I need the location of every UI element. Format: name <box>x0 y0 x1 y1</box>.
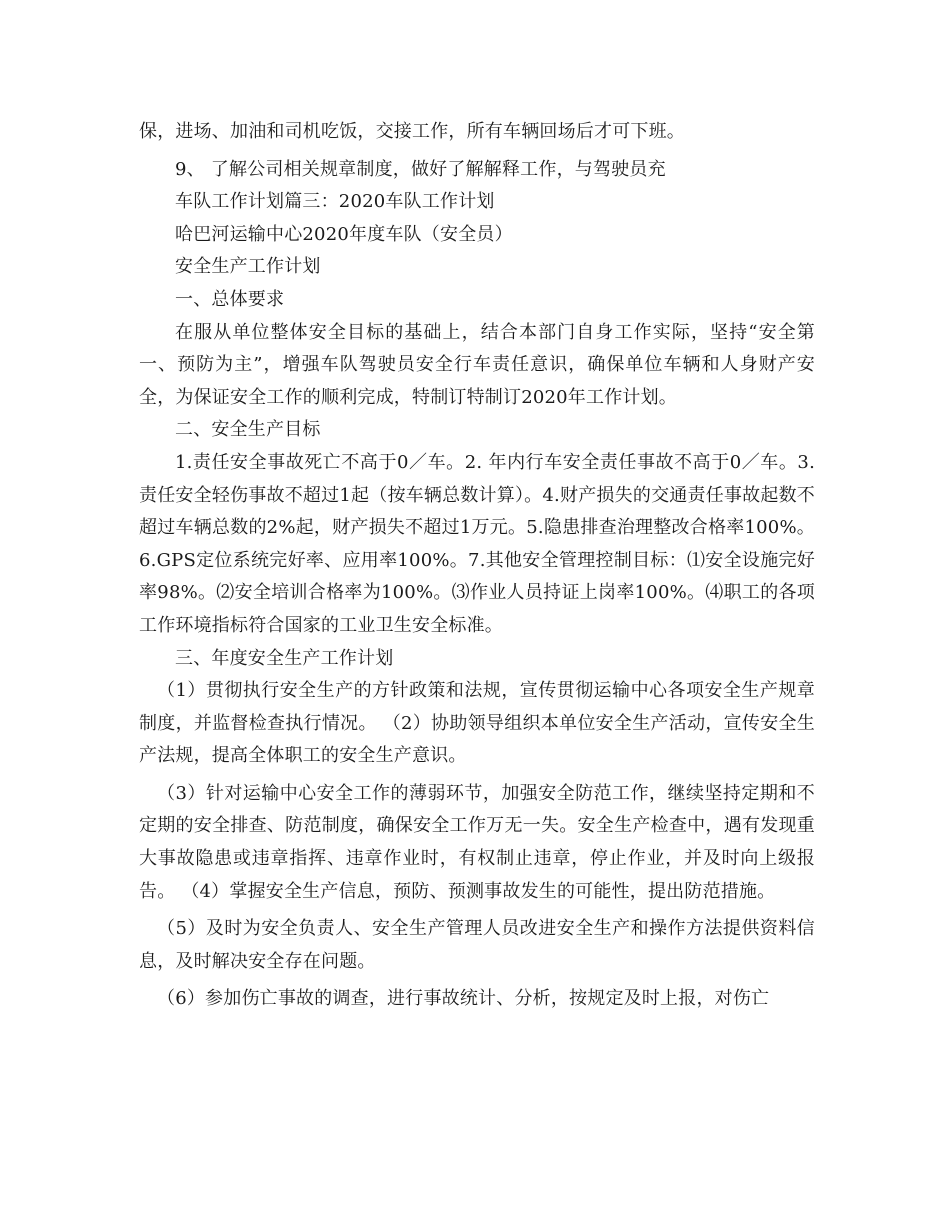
document-body <box>139 116 815 1016</box>
paragraph-plan-items-3-4: （3）针对运输中心安全工作的薄弱环节，加强安全防范工作，继续坚持定期和不定期的安全排查、防范制度，确保安全工作万无一失。安全生产检查中，遇有发现重大事故隐患或违章指挥、违章作业时，有权制止违章，停止作业，并及时向上级报告。 （4）掌握安全生产信息，预防、预测事故发生的可能性，提出防范措施。 <box>139 782 815 902</box>
paragraph-plan-item-6: （6）参加伤亡事故的调查，进行事故统计、分析，按规定及时上报，对伤亡 <box>157 988 770 1010</box>
paragraph-item-9: 9、 了解公司相关规章制度，做好了解解释工作，与驾驶员充 <box>175 158 666 180</box>
plan-title-line-1: 哈巴河运输中心2020年度车队（安全员） <box>175 223 513 245</box>
heading-general-requirements: 一、总体要求 <box>175 288 285 310</box>
paragraph-continuation: 保，进场、加油和司机吃饭，交接工作，所有车辆回场后才可下班。 <box>139 121 685 142</box>
heading-annual-plan: 三、年度安全生产工作计划 <box>175 647 394 669</box>
section-heading-part-three: 车队工作计划篇三：2020车队工作计划 <box>175 191 495 213</box>
paragraph-plan-items-1-2: （1）贯彻执行安全生产的方针政策和法规，宣传贯彻运输中心各项安全生产规章制度，并监督检查执行情况。 （2）协助领导组织本单位安全生产活动，宣传安全生产法规，提高全体职工的安全生产意识。 <box>139 680 815 767</box>
heading-safety-goals: 二、安全生产目标 <box>175 419 321 441</box>
paragraph-safety-goals: 1.责任安全事故死亡不高于0／车。2. 年内行车安全责任事故不高于0／车。3.责任安全轻伤事故不超过1起（按车辆总数计算）。4.财产损失的交通责任事故起数不超过车辆总数的2%起，财产损失不超过1万元。5.隐患排查治理整改合格率100%。6.GPS定位系统完好率、应用率100%。7.其他安全管理控制目标：⑴安全设施完好率98%。⑵安全培训合格率为100%。⑶作业人员持证上岗率100%。⑷职工的各项工作环境指标符合国家的工业卫生安全标准。 <box>139 451 815 636</box>
paragraph-plan-item-5: （5）及时为安全负责人、安全生产管理人员改进安全生产和操作方法提供资料信息，及时解决安全存在问题。 <box>139 918 815 972</box>
paragraph-general-requirements: 在服从单位整体安全目标的基础上，结合本部门自身工作实际，坚持“安全第一、预防为主”，增强车队驾驶员安全行车责任意识，确保单位车辆和人身财产安全，为保证安全工作的顺利完成，特制订特制订2020年工作计划。 <box>139 321 815 408</box>
plan-title-line-2: 安全生产工作计划 <box>175 256 321 278</box>
